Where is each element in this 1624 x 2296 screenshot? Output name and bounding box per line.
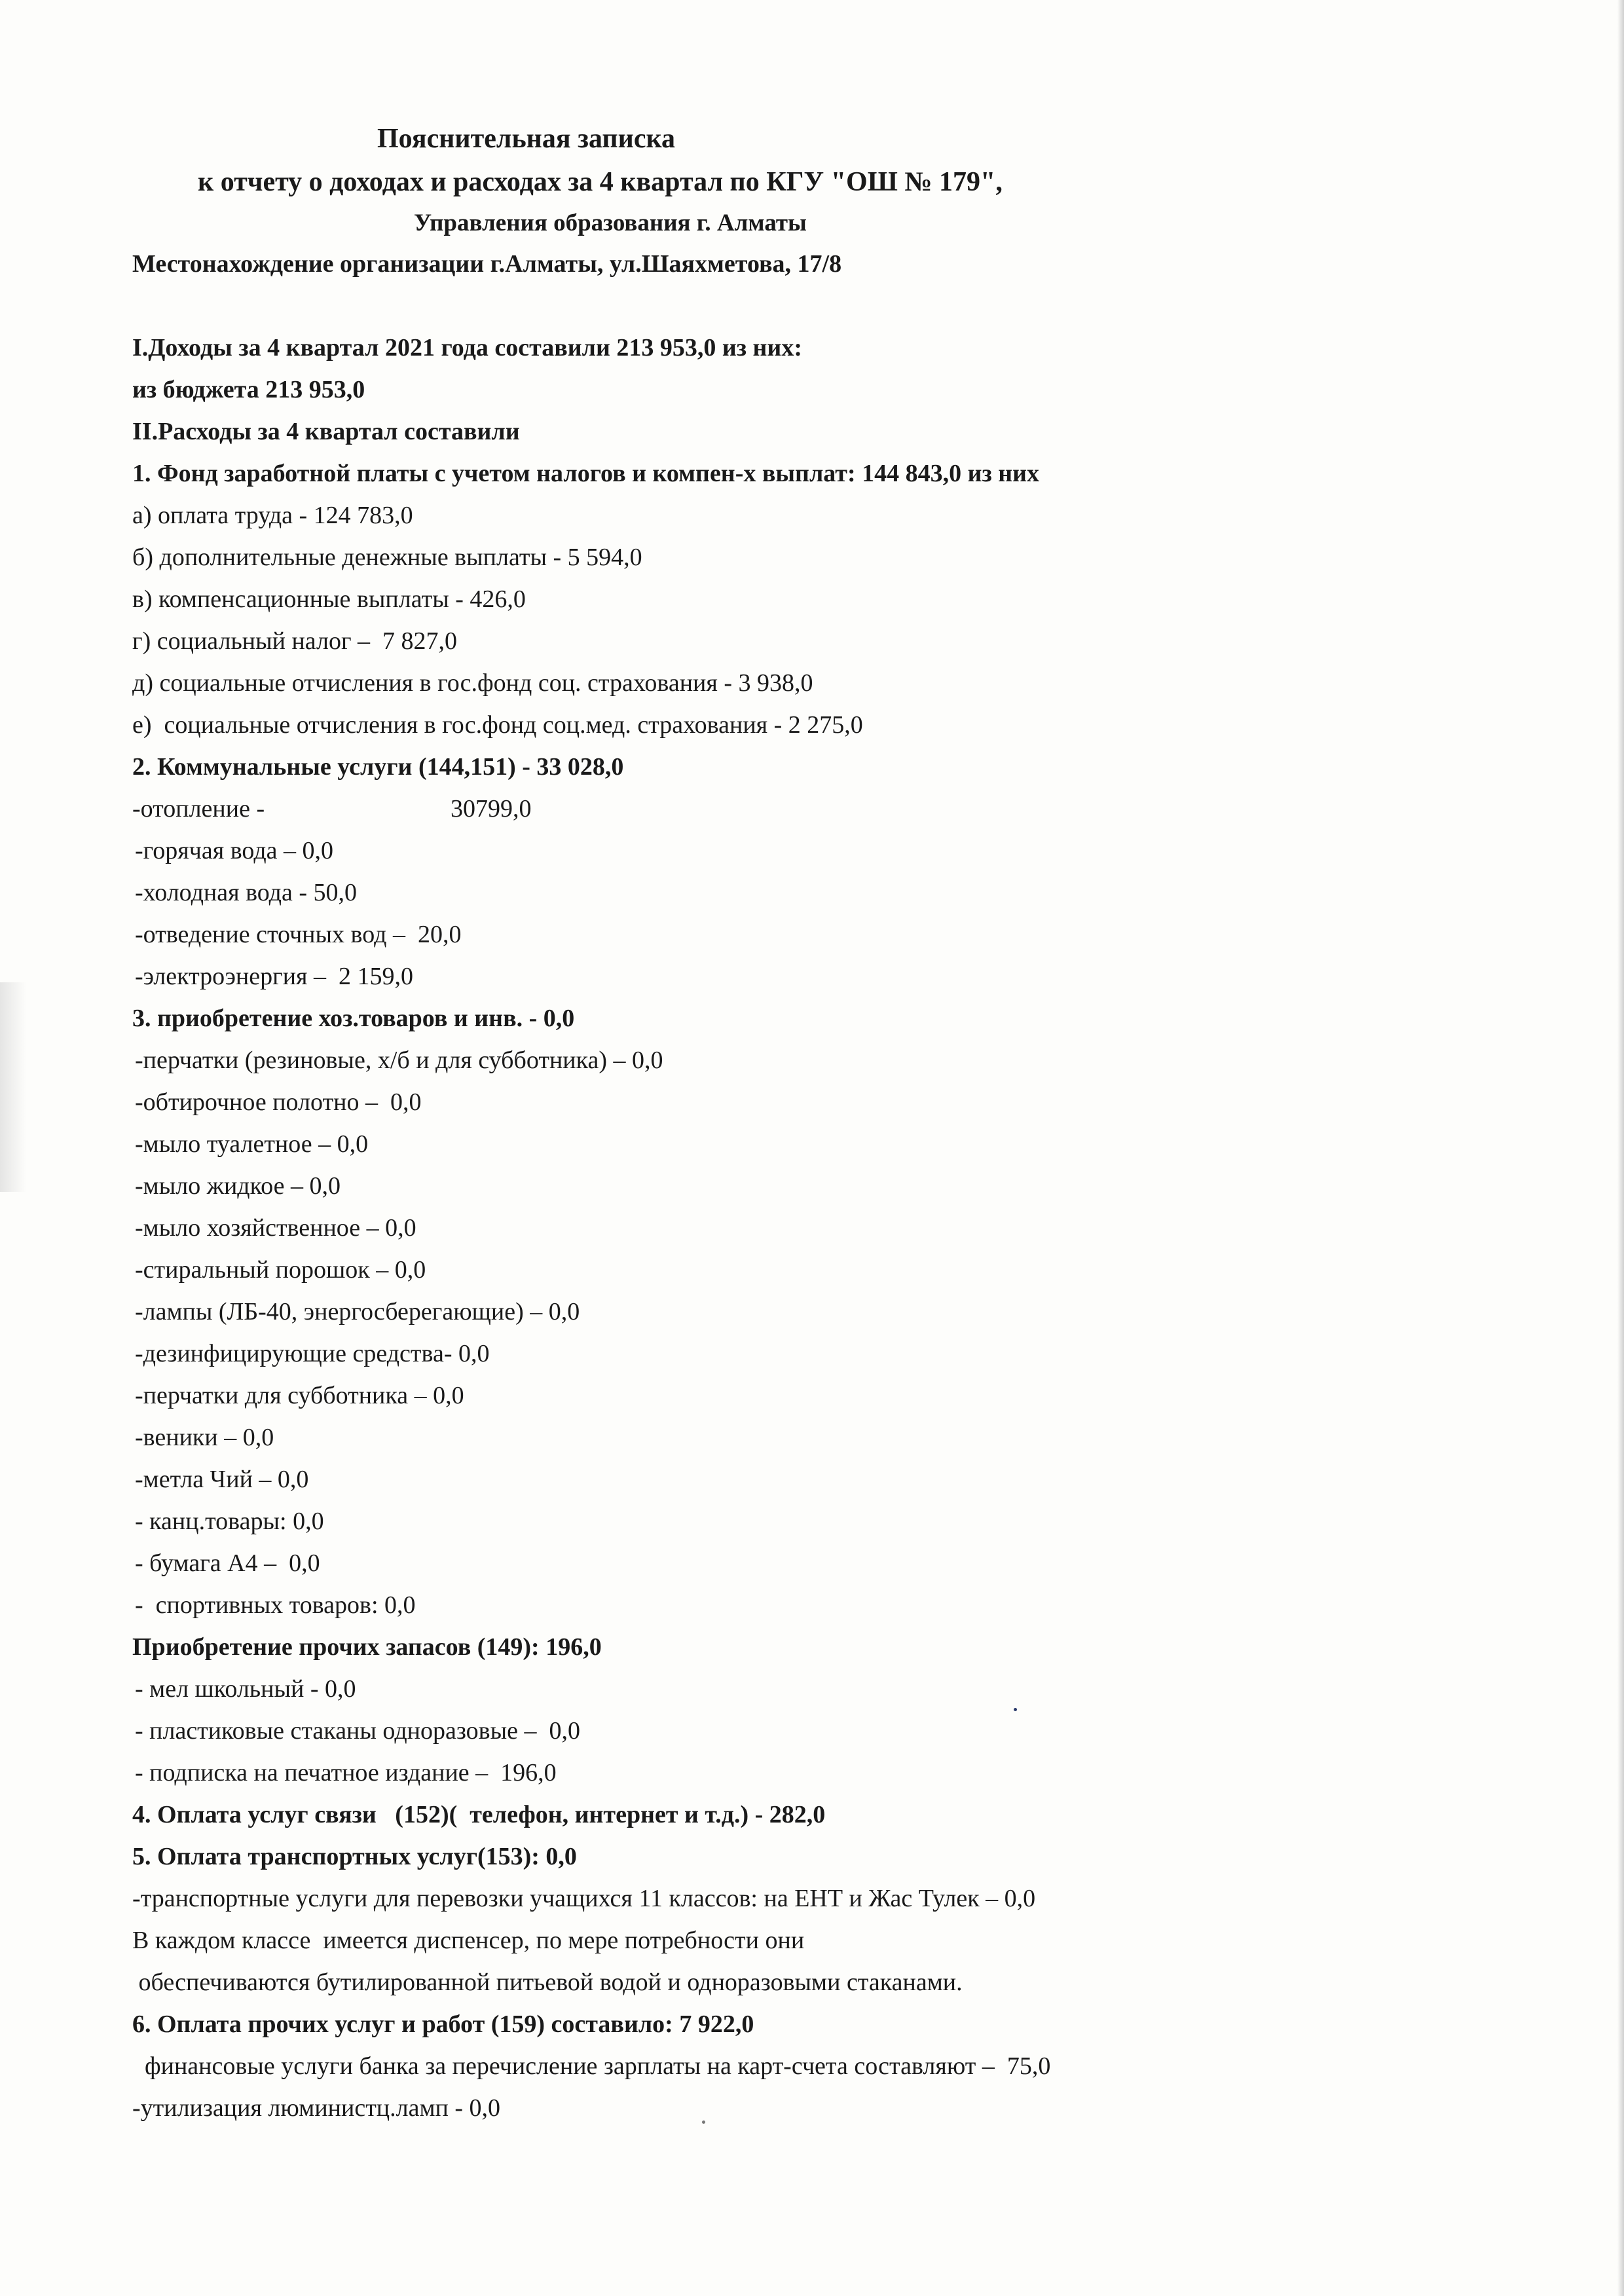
payroll-item: г) социальный налог – 7 827,0 (132, 627, 458, 655)
household-item: -мыло хозяйственное – 0,0 (135, 1214, 416, 1242)
other-supplies-item: - подписка на печатное издание – 196,0 (135, 1759, 557, 1787)
expenses-heading: II.Расходы за 4 квартал составили (132, 418, 520, 445)
other-services-heading: 6. Оплата прочих услуг и работ (159) составило: 7 922,0 (132, 2010, 754, 2038)
household-item: -перчатки (резиновые, х/б и для субботника) – 0,0 (135, 1046, 663, 1074)
scan-speck (702, 2120, 705, 2124)
utilities-item: -электроэнергия – 2 159,0 (135, 963, 414, 990)
income-heading: I.Доходы за 4 квартал 2021 года составили 213 953,0 из них: (132, 334, 802, 361)
scan-smudge (0, 982, 26, 1192)
payroll-item: д) социальные отчисления в гос.фонд соц. страхования - 3 938,0 (132, 669, 813, 697)
document-title: Пояснительная записка (377, 124, 676, 154)
other-supplies-item: - пластиковые стаканы одноразовые – 0,0 (135, 1717, 580, 1745)
page-edge-shadow (1617, 0, 1624, 2296)
payroll-item: а) оплата труда - 124 783,0 (132, 502, 413, 529)
utilities-item: -горячая вода – 0,0 (135, 837, 334, 864)
scan-speck (1014, 1708, 1017, 1711)
household-item: - спортивных товаров: 0,0 (135, 1591, 416, 1619)
organization-location: Местонахождение организации г.Алматы, ул.Шаяхметова, 17/8 (132, 250, 842, 278)
household-item: -стиральный порошок – 0,0 (135, 1256, 426, 1284)
household-item: -мыло туалетное – 0,0 (135, 1130, 369, 1158)
household-item: -веники – 0,0 (135, 1424, 274, 1451)
transport-item: -транспортные услуги для перевозки учащихся 11 классов: на ЕНТ и Жас Тулек – 0,0 (132, 1885, 1036, 1912)
utilities-item: -холодная вода - 50,0 (135, 879, 358, 906)
payroll-heading: 1. Фонд заработной платы с учетом налогов и компен-х выплат: 144 843,0 из них (132, 460, 1040, 487)
transport-heading: 5. Оплата транспортных услуг(153): 0,0 (132, 1843, 577, 1870)
other-supplies-heading: Приобретение прочих запасов (149): 196,0 (132, 1633, 602, 1661)
household-item: - бумага А4 – 0,0 (135, 1549, 320, 1577)
utilities-heating-value: 30799,0 (451, 795, 532, 823)
household-item: -дезинфицирующие средства- 0,0 (135, 1340, 490, 1367)
income-budget: из бюджета 213 953,0 (132, 376, 365, 403)
payroll-item: б) дополнительные денежные выплаты - 5 594,0 (132, 544, 642, 571)
household-item: -мыло жидкое – 0,0 (135, 1172, 341, 1200)
household-item: -лампы (ЛБ-40, энергосберегающие) – 0,0 (135, 1298, 580, 1325)
department-name: Управления образования г. Алматы (414, 210, 807, 236)
utilities-heating-label: -отопление - (132, 795, 265, 823)
household-item: - канц.товары: 0,0 (135, 1508, 324, 1535)
document-subtitle: к отчету о доходах и расходах за 4 квартал по КГУ "ОШ № 179", (198, 167, 1003, 197)
household-item: -обтирочное полотно – 0,0 (135, 1088, 422, 1116)
communication-heading: 4. Оплата услуг связи (152)( телефон, интернет и т.д.) - 282,0 (132, 1801, 826, 1828)
utilities-heading: 2. Коммунальные услуги (144,151) - 33 028,0 (132, 753, 624, 781)
transport-note: В каждом классе имеется диспенсер, по мере потребности они (132, 1927, 805, 1954)
other-services-item: финансовые услуги банка за перечисление зарплаты на карт-счета составляют – 75,0 (132, 2052, 1051, 2080)
household-item: -метла Чий – 0,0 (135, 1466, 309, 1493)
utilities-item: -отведение сточных вод – 20,0 (135, 921, 462, 948)
payroll-item: в) компенсационные выплаты - 426,0 (132, 585, 526, 613)
household-heading: 3. приобретение хоз.товаров и инв. - 0,0 (132, 1005, 575, 1032)
other-supplies-item: - мел школьный - 0,0 (135, 1675, 356, 1703)
payroll-item: е) социальные отчисления в гос.фонд соц.мед. страхования - 2 275,0 (132, 711, 863, 739)
other-services-item: -утилизация люминистц.ламп - 0,0 (132, 2094, 501, 2122)
household-item: -перчатки для субботника – 0,0 (135, 1382, 464, 1409)
transport-note: обеспечиваются бутилированной питьевой водой и одноразовыми стаканами. (132, 1969, 963, 1996)
